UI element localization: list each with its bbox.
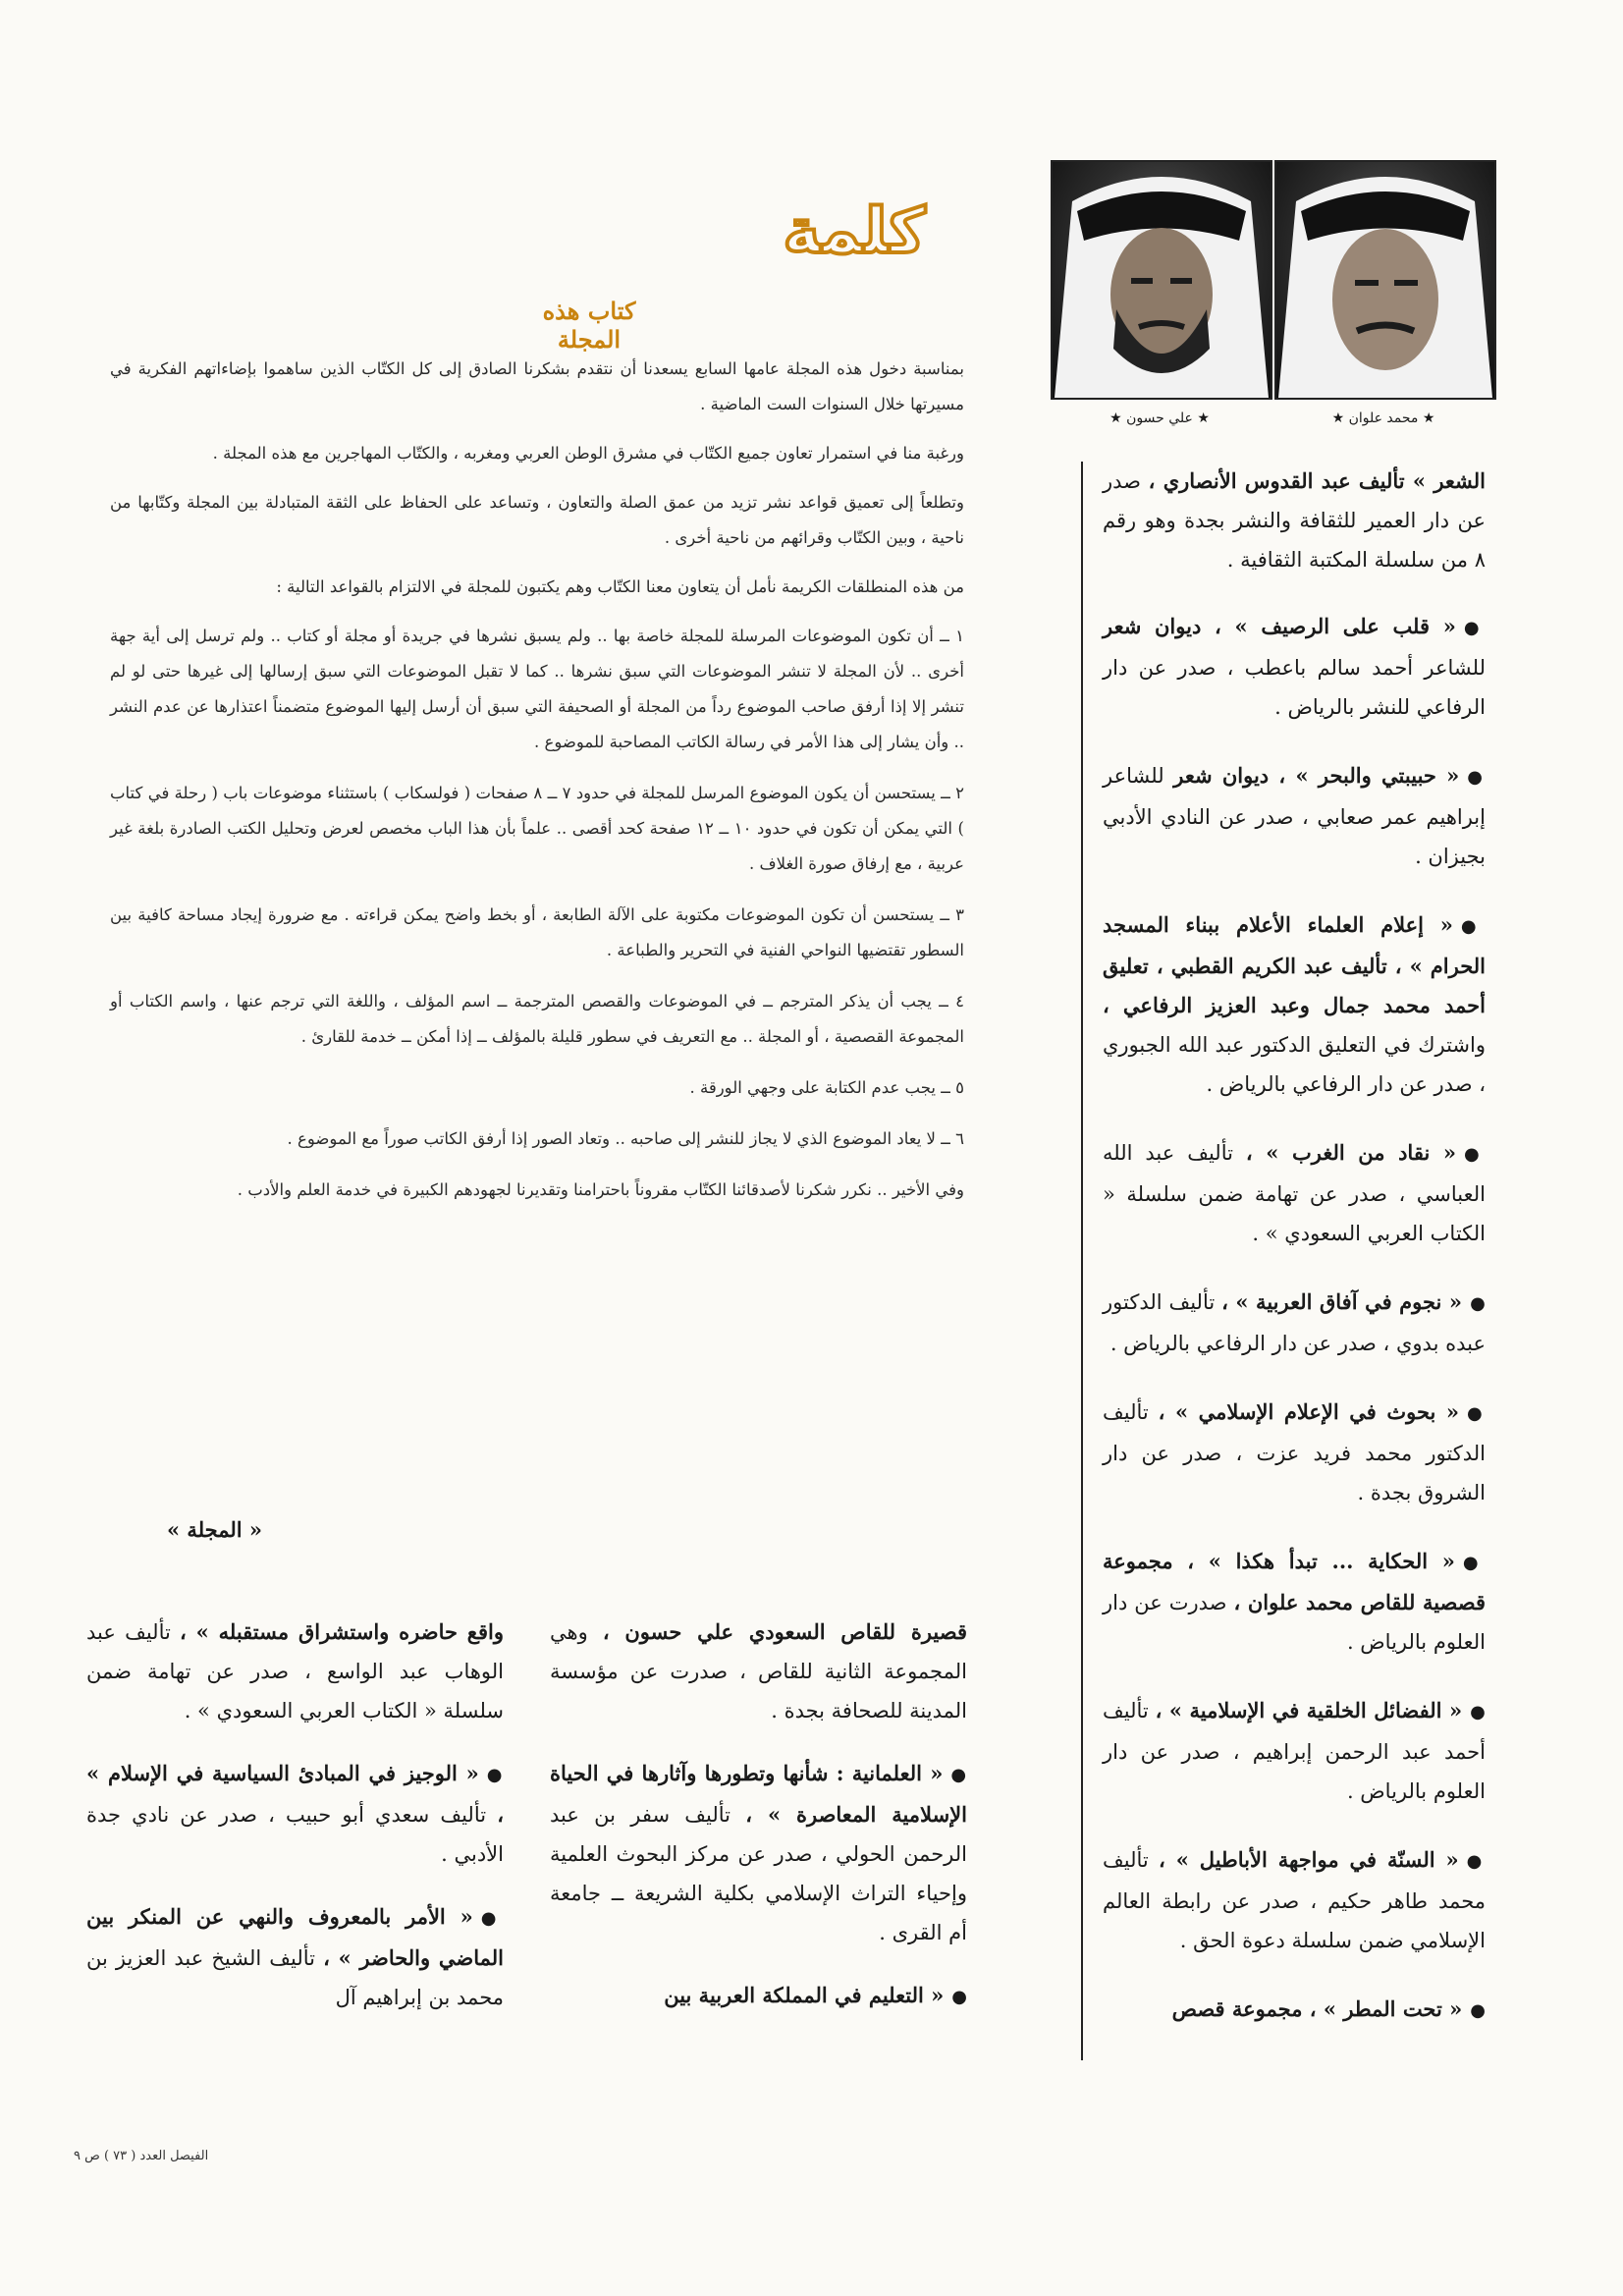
book-entry-details: وهي المجموعة الثانية للقاص ، صدرت عن مؤسسة المدينة للصحافة بجدة .: [550, 1620, 967, 1722]
book-entry-details: تأليف الشيخ عبد العزيز بن محمد بن إبراهيم آل: [86, 1946, 504, 2009]
book-entry-title: ● « الوجيز في المبادئ السياسية في الإسلام » ،: [86, 1761, 504, 1827]
book-entry: [550, 1613, 967, 1730]
book-entry: [86, 1897, 504, 2017]
book-entry-title: ● « نجوم في آفاق العربية » ،: [1221, 1289, 1486, 1314]
editorial-signature: « المجلة »: [167, 1517, 263, 1542]
editorial-rule: ٦ ــ لا يعاد الموضوع الذي لا يجاز للنشر إلى صاحبه .. وتعاد الصور إذا أرفق الكاتب صوراً مع الموضوع .: [287, 1129, 964, 1148]
book-entry-title: ● « بحوث في الإعلام الإسلامي » ،: [1159, 1399, 1486, 1424]
editorial-rule: ٣ ــ يستحسن أن تكون الموضوعات مكتوبة على الآلة الطابعة ، أو بخط واضح يمكن قراءته . مع ضرورة إيجاد مساحة كافية بين السطور تقتضيها النواحي الفنية في التحرير والطباعة .: [110, 905, 964, 959]
book-entry-title: قصيرة للقاص السعودي علي حسون ،: [602, 1619, 967, 1644]
book-entry-details: تأليف أحمد عبد الرحمن إبراهيم ، صدر عن دار العلوم بالرياض .: [1103, 1699, 1486, 1803]
book-entry: [86, 1754, 504, 1874]
book-list-bottom-right: [550, 1613, 967, 2041]
editorial-rule: ١ ــ أن تكون الموضوعات المرسلة للمجلة خاصة بها .. ولم يسبق نشرها في جريدة أو مجلة أو كتاب .. ولم ترسل إلى أية جهة أخرى .. لأن المجلة لا تنشر الموضوعات التي سبق نشرها .. كما لا تقبل الموضوعات التي سبق إرسالها إلى غيرها حتى لو لم تنشر إلا إذا أرفق صاحب الموضوع رداً من المجلة أو الصحيفة التي سبق أن أرسل إليها الموضوع متضمناً اعتذارها عن عدم النشر .. وأن يشار إلى هذا الأمر في رسالة الكاتب المصاحبة للموضوع .: [110, 627, 964, 751]
book-entry-title: ● « إعلام العلماء الأعلام ببناء المسجد الحرام » ، تأليف عبد الكريم القطبي ، تعليق أحمد محمد جمال وعبد العزيز الرفاعي ،: [1103, 912, 1486, 1017]
editorial-body: [110, 352, 964, 1222]
book-entry-title: ● « الفضائل الخلقية في الإسلامية » ،: [1156, 1698, 1486, 1722]
book-entry: [1103, 1283, 1486, 1363]
book-entry-title: ● « الأمر بالمعروف والنهي عن المنكر بين الماضي والحاضر » ،: [86, 1904, 504, 1970]
book-entry-details: تأليف الدكتور عبده بدوي ، صدر عن دار الرفاعي بالرياض .: [1103, 1290, 1486, 1355]
book-entry: [1103, 905, 1486, 1104]
book-entry-title: ● « نقاد من الغرب » ،: [1246, 1140, 1486, 1165]
book-entry-title: واقع حاضره واستشراق مستقبله » ،: [180, 1619, 504, 1644]
book-entry-title: ● « السنّة في مواجهة الأباطيل » ،: [1159, 1847, 1486, 1872]
book-entry: [550, 1976, 967, 2017]
book-entry: [1103, 1133, 1486, 1253]
photo-mohammed-alwan: [1274, 160, 1496, 400]
book-entry-details: تأليف الدكتور محمد فريد عزت ، صدر عن دار الشروق بجدة .: [1103, 1400, 1486, 1504]
book-entry-title: ● « العلمانية : شأنها وتطورها وآثارها في الحياة الإسلامية المعاصرة » ،: [550, 1761, 967, 1827]
book-entry: [1103, 1691, 1486, 1811]
book-entry-details: تأليف عبد الوهاب عبد الواسع ، صدر عن تهامة ضمن سلسلة « الكتاب العربي السعودي » .: [86, 1620, 504, 1722]
editorial-paragraph: من هذه المنطلقات الكريمة نأمل أن يتعاون معنا الكتّاب وهم يكتبون للمجلة في الالتزام بالقواعد التالية :: [276, 577, 964, 596]
book-entry: [86, 1613, 504, 1730]
book-entry-details: تأليف محمد طاهر حكيم ، صدر عن رابطة العالم الإسلامي ضمن سلسلة دعوة الحق .: [1103, 1848, 1486, 1952]
book-entry: [1103, 1542, 1486, 1662]
book-entry-details: واشترك في التعليق الدكتور عبد الله الجبوري ، صدر عن دار الرفاعي بالرياض .: [1103, 1033, 1486, 1096]
editorial-title: كتاب هذه المجلة: [542, 297, 636, 354]
book-entry: [1103, 1840, 1486, 1960]
book-entry: [1103, 462, 1486, 579]
book-entry-title: الشعر » تأليف عبد القدوس الأنصاري ،: [1148, 468, 1486, 493]
portrait-graphic: [1053, 162, 1271, 398]
editorial-rule: ٤ ــ يجب أن يذكر المترجم ــ في الموضوعات والقصص المترجمة ــ اسم المؤلف ، واللغة التي ترجم عنها ، واسم الكتاب أو المجموعة القصصية ، أو المجلة .. مع التعريف في سطور قليلة بالمؤلف ــ إذا أمكن ــ خدمة للقارئ .: [110, 992, 964, 1046]
editorial-rule: ٢ ــ يستحسن أن يكون الموضوع المرسل للمجلة في حدود ٧ ــ ٨ صفحات ( فولسكاب ) باستثناء موضوعات باب ( رحلة في كتاب ) التي يمكن أن تكون في حدود ١٠ ــ ١٢ صفحة كحد أقصى .. علماً بأن هذا الباب مخصص لعرض وتحليل الكتب الصادرة بلغة غير عربية ، مع إرفاق صورة الغلاف .: [110, 784, 964, 873]
book-entry-title: ● « التعليم في المملكة العربية بين: [664, 1983, 967, 2007]
editorial-paragraph: بمناسبة دخول هذه المجلة عامها السابع يسعدنا أن نتقدم بشكرنا الصادق إلى كل الكتّاب الذين ساهموا بإضاءاتهم الفكرية في مسيرتها خلال السنوات الست الماضية .: [110, 359, 964, 413]
editorial-rules: [110, 619, 964, 1157]
book-entry: [1103, 607, 1486, 727]
book-entry-details: للشاعر إبراهيم عمر صعابي ، صدر عن النادي الأدبي بجيزان .: [1103, 764, 1486, 868]
book-entry-title: ● « قلب على الرصيف » ، ديوان شعر: [1103, 614, 1486, 638]
book-entry: [1103, 1990, 1486, 2031]
book-entry-details: تأليف سفر بن عبد الرحمن الحولي ، صدر عن مركز البحوث العلمية وإحياء التراث الإسلامي بكلية الشريعة ــ جامعة أم القرى .: [550, 1803, 967, 1944]
book-entry-title: ● « تحت المطر » ، مجموعة قصص: [1172, 1996, 1486, 2021]
caption-right-photo: ★ محمد علوان ★: [1331, 410, 1435, 426]
book-list-right-column: [1081, 462, 1486, 2060]
book-entry-details: صدرت عن دار العلوم بالرياض .: [1103, 1591, 1486, 1654]
book-entry: [1103, 1393, 1486, 1512]
book-list-bottom-left: [86, 1613, 504, 2041]
book-entry-details: تأليف عبد الله العباسي ، صدر عن تهامة ضمن سلسلة « الكتاب العربي السعودي » .: [1103, 1141, 1486, 1245]
editorial-paragraphs: [110, 352, 964, 605]
book-entry-title: ● « حبيبتي والبحر » ، ديوان شعر: [1173, 763, 1486, 788]
editorial-rule: ٥ ــ يجب عدم الكتابة على وجهي الورقة .: [689, 1078, 964, 1097]
photo-ali-hassoun: [1051, 160, 1272, 400]
book-entry-details: تأليف سعدي أبو حبيب ، صدر عن نادي جدة الأدبي .: [86, 1803, 504, 1866]
header-word-kalima: [764, 191, 946, 270]
header-word-text: كلمة: [783, 195, 926, 268]
book-entry-title: ● « الحكاية ... تبدأ هكذا » ، مجموعة قصصية للقاص محمد علوان ،: [1103, 1549, 1486, 1614]
book-entry: [550, 1754, 967, 1952]
book-entry: [1103, 756, 1486, 876]
editorial-paragraph: وتطلعاً إلى تعميق قواعد نشر تزيد من عمق الصلة والتعاون ، وتساعد على الحفاظ على الثقة المتبادلة بين المجلة وكتّابها من ناحية ، وبين الكتّاب وقرائهم من ناحية أخرى .: [110, 493, 964, 547]
book-entry-details: صدر عن دار العمير للثقافة والنشر بجدة وهو رقم ٨ من سلسلة المكتبة الثقافية .: [1103, 469, 1486, 572]
editorial-paragraph: ورغبة منا في استمرار تعاون جميع الكتّاب في مشرق الوطن العربي ومغربه ، والكتّاب المهاجرين مع هذه المجلة .: [212, 444, 964, 463]
caption-left-photo: ★ علي حسون ★: [1109, 410, 1210, 426]
portrait-graphic: [1276, 162, 1494, 398]
page-footer: الفيصل العدد ( ٧٣ ) ص ٩: [74, 2149, 209, 2163]
book-entry-details: للشاعر أحمد سالم باعطب ، صدر عن دار الرفاعي للنشر بالرياض .: [1103, 656, 1486, 719]
editorial-closing: وفي الأخير .. نكرر شكرنا لأصدقائنا الكتّاب مقروناً باحترامنا وتقديرنا لجهودهم الكبيرة في خدمة العلم والأدب .: [237, 1180, 964, 1199]
